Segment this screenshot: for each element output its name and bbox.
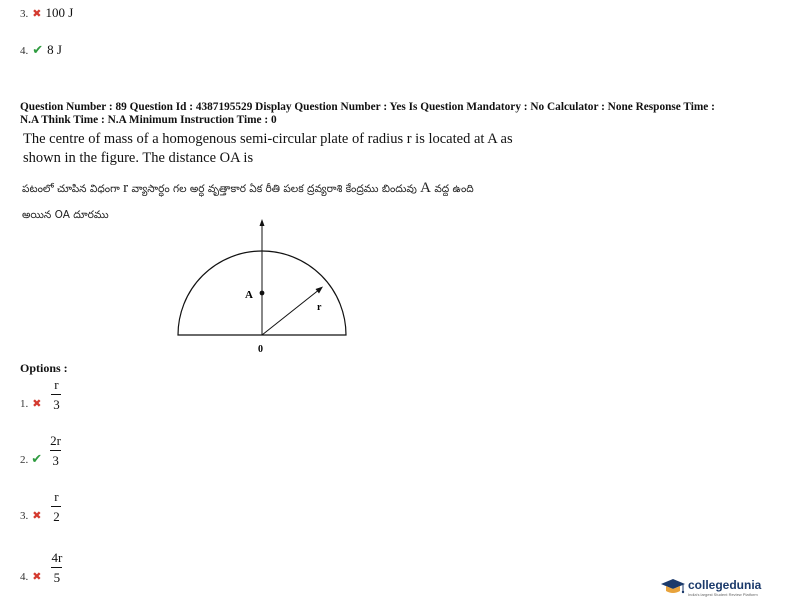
axis-arrow-icon [260, 219, 265, 226]
logo-tagline: India's largest Student Review Platform [688, 591, 758, 597]
logo-name: collegedunia [688, 577, 762, 592]
option-3 [20, 490, 61, 524]
fraction-numerator: 4r [51, 550, 63, 565]
option-number: 3. [20, 8, 29, 20]
cross-icon: ✖ [32, 509, 42, 522]
semicircle-figure [170, 215, 360, 360]
question-meta-line2: N.A Think Time : N.A Minimum Instruction Time : 0 [20, 114, 277, 126]
cross-icon: ✖ [32, 397, 42, 410]
fraction-numerator: r [54, 377, 59, 392]
graduation-cap-icon [660, 576, 686, 598]
telugu-segment: వద్ద ఉంది [434, 183, 474, 195]
option-2 [20, 434, 61, 468]
fraction-bar [51, 394, 61, 395]
cross-icon: ✖ [32, 7, 42, 20]
cross-icon: ✖ [32, 570, 42, 583]
telugu-symbol-A: A [420, 180, 431, 196]
fraction-numerator: r [54, 489, 59, 504]
options-label: Options : [20, 361, 68, 375]
fraction-bar [51, 567, 62, 568]
label-O: 0 [258, 344, 263, 355]
telugu-segment: వ్యాసార్ధం గల అర్ధ వృత్తాకార ఏక రీతి పలక ద్రవ్యరాశి కేంద్రము బిందువు [131, 183, 417, 195]
centre-of-mass-point [260, 291, 265, 296]
option-1 [20, 378, 61, 412]
fraction-numerator: 2r [50, 433, 61, 448]
prev-option-3 [20, 4, 73, 22]
option-text: 8 J [47, 42, 62, 57]
option-fraction [51, 490, 61, 524]
label-r: r [317, 302, 322, 313]
option-number: 2. [20, 454, 29, 466]
option-number: 3. [20, 510, 29, 522]
option-number: 4. [20, 571, 29, 583]
fraction-denominator: 2 [53, 509, 60, 524]
option-number: 1. [20, 398, 29, 410]
option-number: 4. [20, 45, 29, 57]
collegedunia-logo [660, 576, 761, 598]
fraction-bar [50, 450, 61, 451]
option-4 [20, 551, 62, 585]
question-text [23, 130, 513, 168]
question-meta-line1: Question Number : 89 Question Id : 4387195529 Display Question Number : Yes Is Question Mandatory : No Calculator : None Response Time : [20, 101, 715, 113]
question-text-line2: shown in the figure. The distance OA is [23, 150, 254, 166]
fraction-bar [51, 506, 61, 507]
telugu-segment: పటంలో చూపిన విధంగా [22, 183, 120, 195]
fraction-denominator: 3 [52, 453, 59, 468]
prev-option-4 [20, 41, 62, 59]
radius-arrow-icon [316, 287, 324, 294]
check-icon: ✔ [31, 452, 43, 467]
radius-line [262, 289, 320, 335]
question-text-telugu-line1 [22, 180, 474, 198]
option-fraction [50, 434, 61, 468]
question-meta [20, 101, 780, 127]
telugu-symbol-r: r [123, 180, 129, 196]
question-text-telugu-line2: అయిన OA దూరము [22, 209, 109, 221]
check-icon: ✔ [32, 43, 44, 58]
fraction-denominator: 5 [53, 570, 61, 585]
option-text: 100 J [45, 5, 74, 20]
fraction-denominator: 3 [53, 397, 60, 412]
option-fraction [51, 551, 62, 585]
question-text-line1: The centre of mass of a homogenous semi-circular plate of radius r is located at A as [23, 131, 513, 147]
label-A: A [245, 289, 253, 301]
option-fraction [51, 378, 61, 412]
